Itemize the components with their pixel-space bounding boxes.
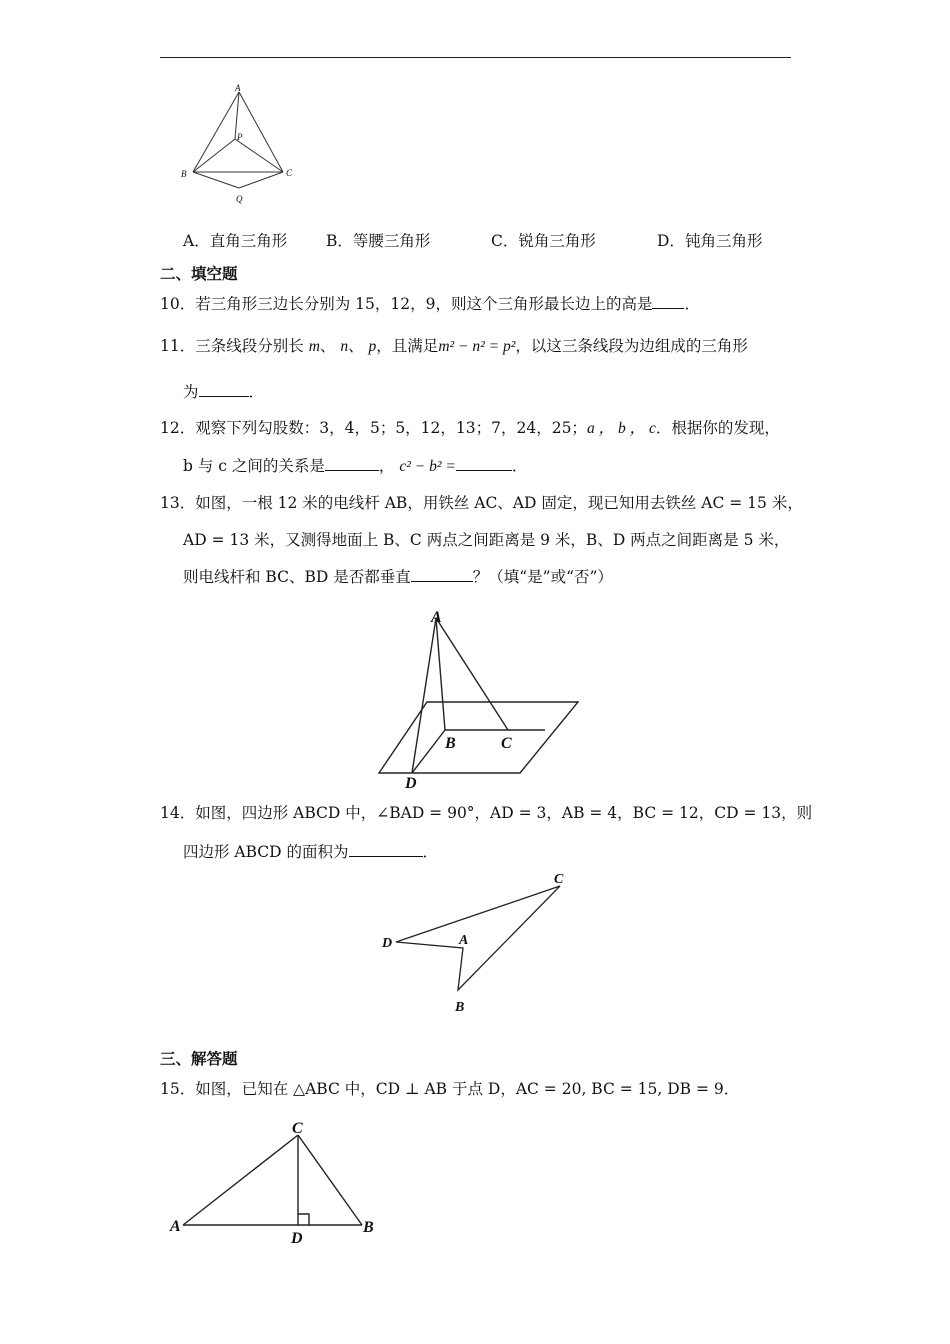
q13-label-a: A [431, 609, 442, 626]
q15-label-c: C [292, 1120, 303, 1137]
q13-line3: 则电线杆和 BC、BD 是否都垂直 ？（填“是”或“否”） [183, 568, 613, 586]
q9-label-p: P [237, 132, 243, 142]
q9-label-a: A [235, 83, 241, 93]
q12-line2: b 与 c 之间的关系是 ， c² − b² = ． [183, 457, 528, 475]
q11-line2: 为 ． [183, 383, 265, 401]
q9-option-c[interactable]: C．锐角三角形 [491, 232, 596, 250]
q13-label-d: D [405, 775, 417, 792]
q9-option-d[interactable]: D．钝角三角形 [657, 232, 763, 250]
q9-option-a[interactable]: A．直角三角形 [183, 232, 288, 250]
q14-line2: 四边形 ABCD 的面积为 ． [183, 843, 439, 861]
q9-label-b: B [181, 169, 187, 179]
q10-answer-blank[interactable] [652, 294, 684, 309]
q14-label-b: B [455, 1000, 465, 1015]
section-fill-blank-title: 二、填空题 [160, 264, 238, 283]
q15-label-a: A [170, 1218, 181, 1235]
q15-label-d: D [291, 1230, 303, 1247]
q14-label-d: D [382, 936, 393, 951]
q15-text: 15．如图，已知在 △ABC 中，CD ⊥ AB 于点 D，AC = 20, BC = 15, DB = 9． [160, 1080, 740, 1098]
q9-option-b[interactable]: B．等腰三角形 [326, 232, 431, 250]
q14-figure [378, 868, 578, 1018]
q13-figure [370, 605, 590, 795]
q10-text: 10．若三角形三边长分别为 15，12，9，则这个三角形最长边上的高是 ． [160, 295, 700, 313]
q12-line1: 12．观察下列勾股数：3，4，5；5，12，13；7，24，25；a ， b ， c．根据你的发现， [160, 419, 780, 437]
q13-line2: AD = 13 米，又测得地面上 B、C 两点之间距离是 9 米，B、D 两点之间距离是 5 米， [183, 531, 790, 549]
q9-figure [175, 82, 305, 212]
q11-answer-blank[interactable] [199, 382, 249, 397]
q9-label-c: C [286, 168, 293, 178]
q12-answer-blank-1[interactable] [325, 456, 379, 471]
q15-label-b: B [363, 1219, 374, 1236]
q13-line1: 13．如图，一根 12 米的电线杆 AB，用铁丝 AC、AD 固定，现已知用去铁丝 AC = 15 米， [160, 494, 803, 512]
q14-line1: 14．如图，四边形 ABCD 中，∠BAD = 90°，AD = 3，AB = 4，BC = 12，CD = 13，则 [160, 804, 813, 822]
section-solution-title: 三、解答题 [160, 1049, 238, 1068]
q11-line1: 11．三条线段分别长 m、 n、 p，且满足m² − n² = p²，以这三条线段为边组成的三角形 [160, 337, 748, 355]
q13-label-c: C [501, 735, 512, 752]
q14-answer-blank[interactable] [349, 842, 423, 857]
q14-label-c: C [554, 872, 564, 887]
q13-answer-blank[interactable] [411, 567, 473, 582]
q15-figure [165, 1115, 385, 1245]
q9-label-q: Q [236, 194, 243, 204]
q14-label-a: A [459, 933, 469, 948]
q12-answer-blank-2[interactable] [456, 456, 512, 471]
q13-label-b: B [445, 735, 456, 752]
header-rule [160, 57, 791, 58]
